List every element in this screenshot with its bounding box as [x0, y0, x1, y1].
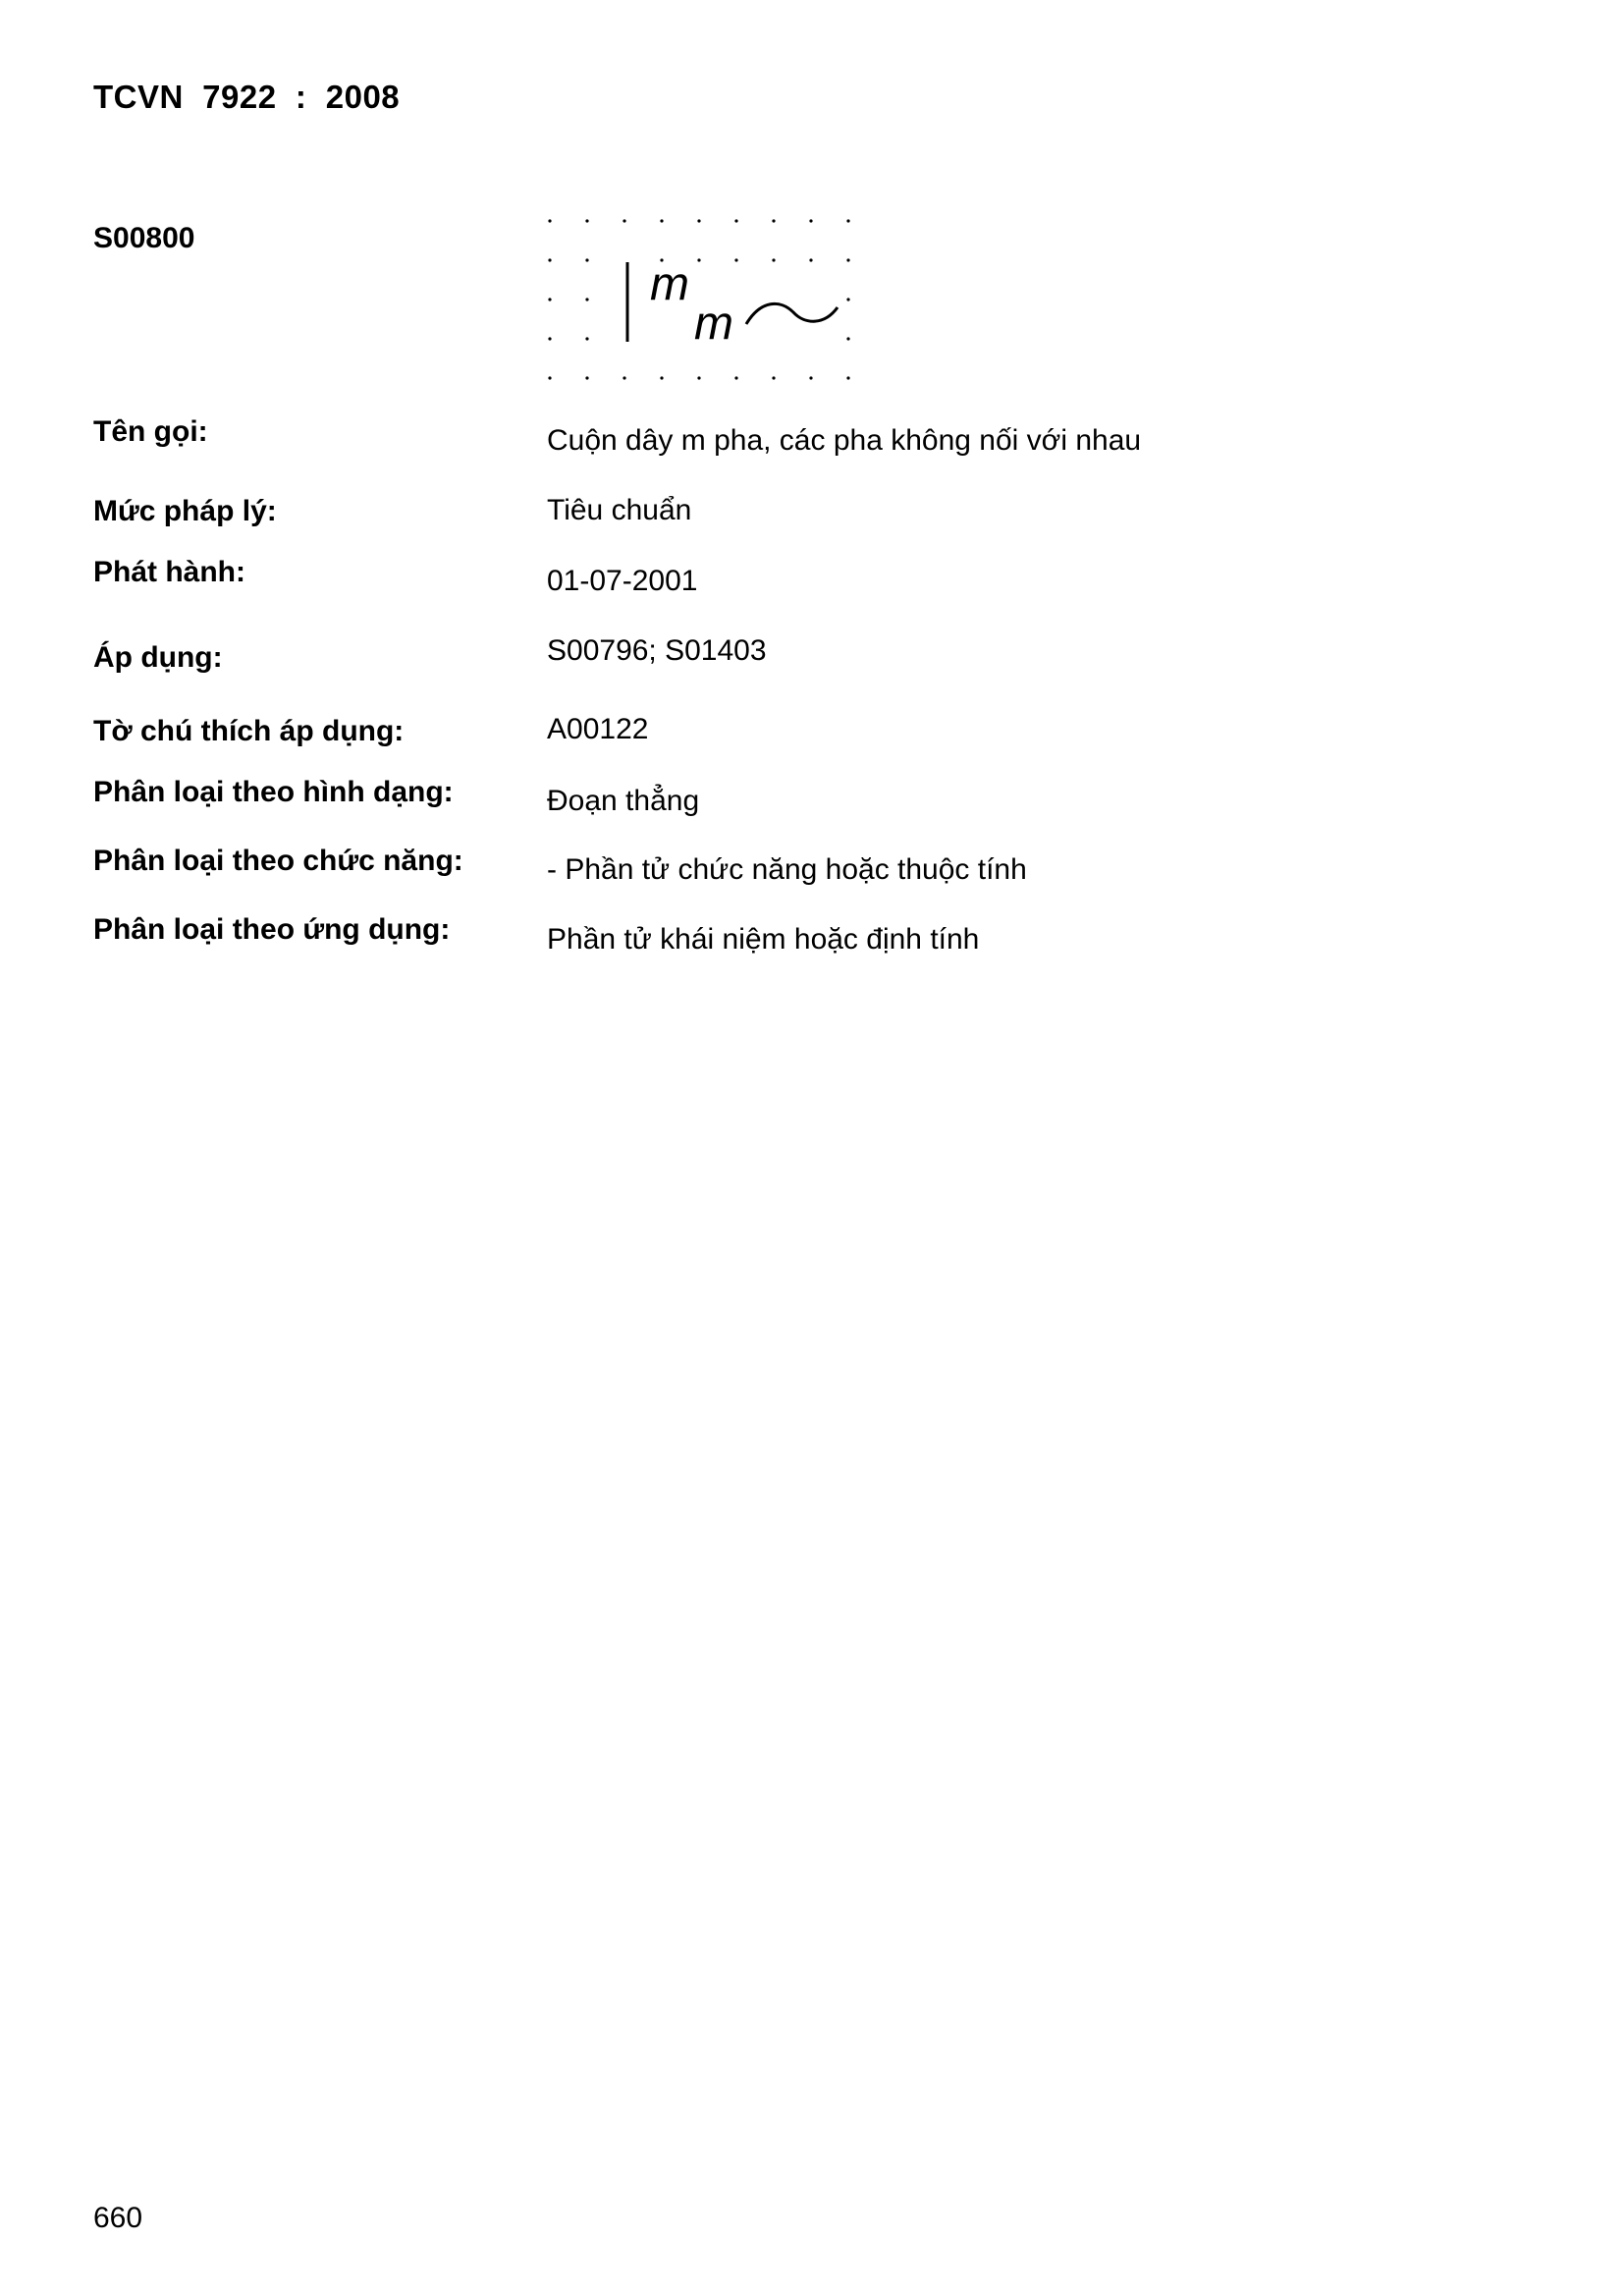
- value-phan-loai-chuc-nang: - Phần tử chức năng hoặc thuộc tính: [547, 853, 1027, 886]
- value-phat-hanh: 01-07-2001: [547, 565, 698, 597]
- label-phan-loai-hinh-dang: Phân loại theo hình dạng:: [93, 776, 454, 808]
- label-muc-phap-ly: Mức pháp lý:: [93, 495, 277, 527]
- value-ten-goi: Cuộn dây m pha, các pha không nối với nhau: [547, 424, 1142, 457]
- symbol-code: S00800: [93, 222, 195, 254]
- ac-tilde-icon: [746, 303, 838, 324]
- value-phan-loai-ung-dung: Phần tử khái niệm hoặc định tính: [547, 923, 980, 956]
- label-ap-dung: Áp dụng:: [93, 641, 223, 674]
- value-to-chu-thich: A00122: [547, 713, 649, 745]
- label-ten-goi: Tên gọi:: [93, 415, 208, 448]
- label-to-chu-thich: Tờ chú thích áp dụng:: [93, 715, 405, 747]
- label-phan-loai-ung-dung: Phân loại theo ứng dụng:: [93, 913, 451, 946]
- phase-count-lower: m: [694, 298, 733, 350]
- label-phat-hanh: Phát hành:: [93, 556, 245, 588]
- winding-symbol-graphic: [540, 211, 884, 388]
- standard-header: TCVN 7922 : 2008: [93, 79, 401, 115]
- page-number: 660: [93, 2202, 143, 2234]
- phase-count-upper: m: [650, 258, 689, 310]
- value-muc-phap-ly: Tiêu chuẩn: [547, 494, 692, 526]
- value-ap-dung: S00796; S01403: [547, 634, 767, 667]
- label-phan-loai-chuc-nang: Phân loại theo chức năng:: [93, 845, 463, 877]
- value-phan-loai-hinh-dang: Đoạn thẳng: [547, 785, 700, 817]
